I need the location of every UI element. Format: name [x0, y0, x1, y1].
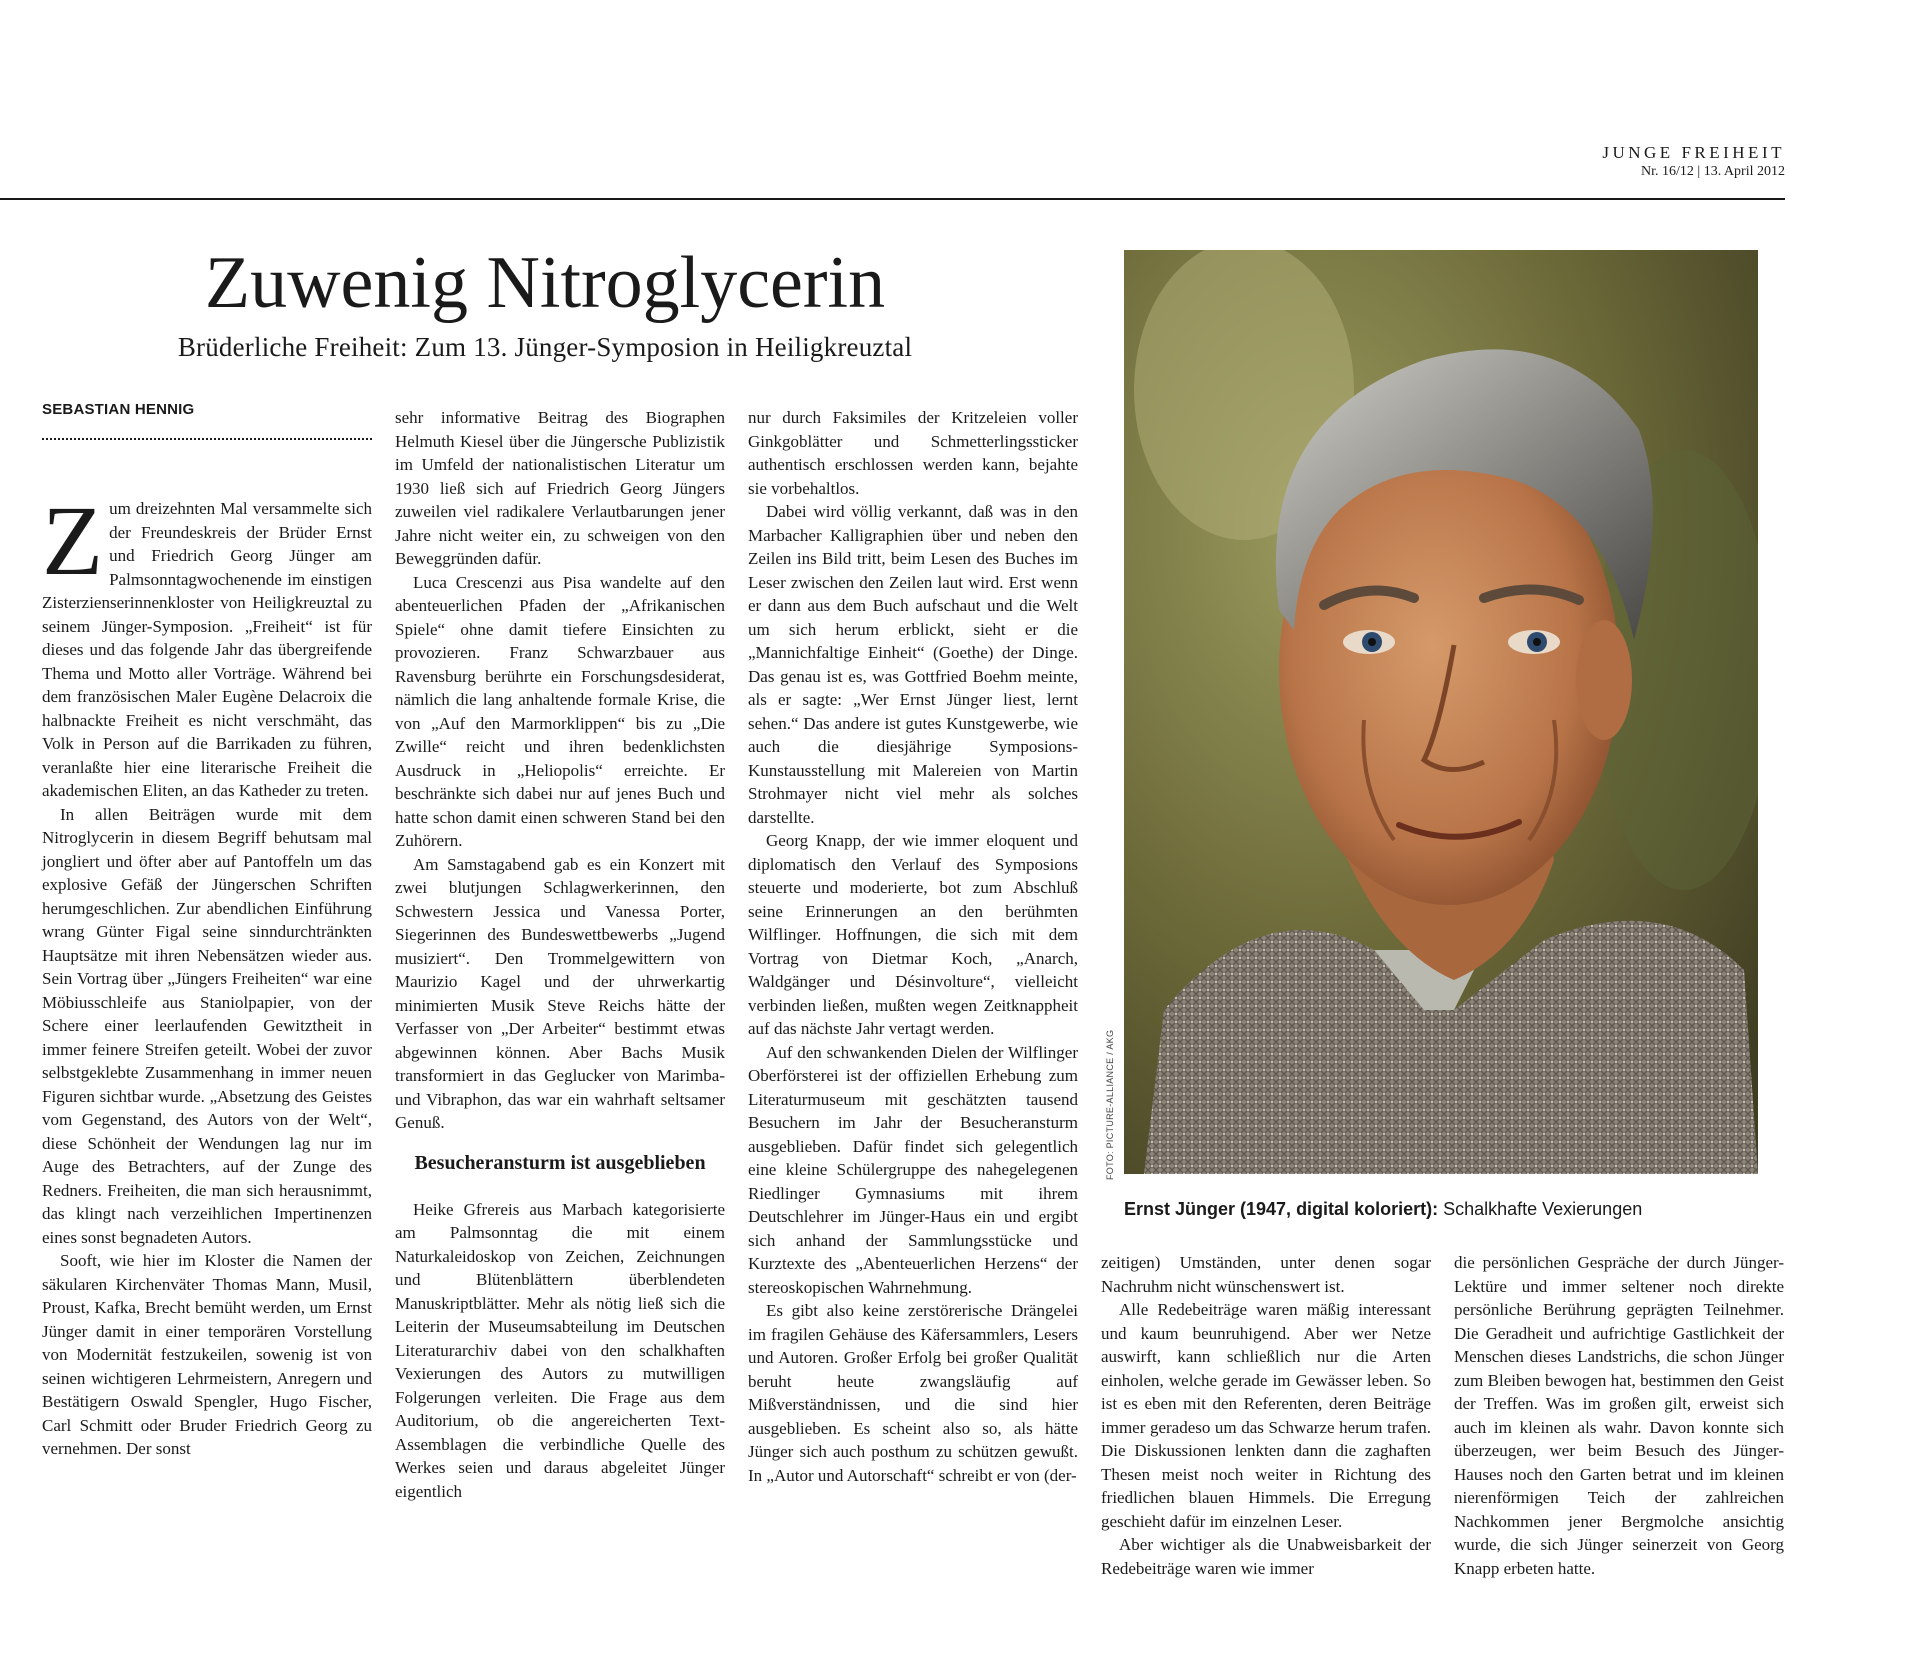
subheadline: Brüderliche Freiheit: Zum 13. Jünger-Symposion in Heiligkreuztal: [177, 332, 913, 362]
article-column-4: [1101, 1251, 1431, 1580]
issue-line: Nr. 16/12 | 13. April 2012: [1641, 164, 1785, 179]
portrait-illustration: [1124, 250, 1758, 1174]
paragraph: sehr informative Beitrag des Biographen Helmuth Kiesel über die Jüngersche Publizistik im Umfeld der nationalistischen Literatur um 1930 ließ sich auf Friedrich Georg Jüngers zuweilen viel radikalere Verlautbarungen jener Jahre nicht weiter ein, zu schweigen von den Beweggründen dafür.: [395, 408, 725, 568]
paragraph: die persönlichen Gespräche der durch Jünger-Lektüre und immer seltener noch direkte persönliche Berührung geprägten Teilnehmer. Die Geradheit und aufrichtige Gastlichkeit der Menschen dieses Landstrichs, die schon Jünger zum Bleiben bewogen hat, bestimmen den Geist der Treffen. Was im großen gilt, erweist sich auch im kleinen als wahr. Davon konnte sich überzeugen, wer beim Besuch des Jünger-Hauses noch den Garten betrat und im kleinen nierenförmigen Teich der zahlreichen Nachkommen jener Bergmolche ansichtig wurde, die sich Jünger seinerzeit von Georg Knapp erbeten hatte.: [1454, 1253, 1784, 1578]
paragraph: zeitigen) Umständen, unter denen sogar Nachruhm nicht wünschenswert ist.: [1101, 1253, 1431, 1296]
caption-bold: Ernst Jünger (1947, digital koloriert):: [1124, 1199, 1439, 1219]
paper-name: JUNGE FREIHEIT: [1602, 143, 1785, 162]
paragraph: Aber wichtiger als die Unabweisbarkeit der Redebeiträge waren wie immer: [1101, 1535, 1431, 1578]
article-column-5: [1454, 1251, 1784, 1580]
article-column-3: [748, 406, 1078, 1487]
paragraph: Es gibt also keine zerstörerische Drängelei im fragilen Gehäuse des Käfersammlers, Lesers und Autoren. Großer Erfolg bei großer Qualität beruht heute zwangsläufig auf Mißverständnissen, und die sind hier ausgeblieben. Es scheint also so, als hätte Jünger sich auch posthum zu schützen gewußt. In „Autor und Autorschaft“ schreibt er von (der-: [748, 1301, 1078, 1485]
paragraph: [42, 485, 372, 803]
article-column-2: [395, 406, 725, 1503]
photo-caption: [1124, 1197, 1642, 1221]
paragraph: nur durch Faksimiles der Kritzeleien voller Ginkgoblätter und Schmetterlingssticker authentisch erschlossen werden kann, bejahte sie vorbehaltlos.: [748, 408, 1078, 498]
paragraph: Alle Redebeiträge waren mäßig interessant und kaum beunruhigend. Aber wer Netze auswirft, kann schließlich nur die Arten einholen, welche gerade im Gewässer leben. So ist es eben mit den Referenten, deren Beiträge immer geradeso um das Schwarze herum trafen. Die Diskussionen lenkten dann die zaghaften Thesen meist noch weiter in Richtung des friedlichen blauen Himmels. Die Erregung geschieht dafür im einzelnen Leser.: [1101, 1300, 1431, 1531]
header-rule: [0, 198, 1785, 200]
paragraph: Luca Crescenzi aus Pisa wandelte auf den abenteuerlichen Pfaden der „Afrikanischen Spiele“ ohne damit tiefere Einsichten zu provozieren. Franz Schwarzbauer aus Ravensburg berührte ein Forschungsdesiderat, nämlich die lang anhaltende formale Krise, die von „Auf den Marmorklippen“ bis zu „Die Zwille“ reicht und ihren bedenklichsten Ausdruck in „Heliopolis“ erreichte. Er beschränkte sich dabei nur auf jenes Buch und hatte schon damit einen schweren Stand bei den Zuhörern.: [395, 572, 725, 850]
section-subhead: Besucheransturm ist ausgeblieben: [414, 1151, 706, 1174]
photo-credit: FOTO: PICTURE-ALLIANCE / AKG: [1105, 1029, 1115, 1180]
paragraph: Dabei wird völlig verkannt, daß was in den Marbacher Kalligraphien über und neben den Zeilen ins Bild tritt, beim Lesen des Buches im Leser zwischen den Zeilen laut wird. Erst wenn er dann aus dem Buch aufschaut und die Welt um sich herum erblickt, sieht er die „Mannichfaltige Einheit“ (Goethe) der Dinge. Das genau ist es, was Gottfried Boehm meinte, als er sagte: „Wer Ernst Jünger liest, lernt sehen.“ Das andere ist gutes Kunstgewerbe, wie auch die diesjährige Symposions-Kunstausstellung mit Malereien von Martin Strohmayer nicht viel mehr als solches darstellte.: [748, 502, 1078, 827]
author-byline: SEBASTIAN HENNIG: [42, 401, 195, 418]
portrait-photo: [1124, 250, 1758, 1174]
masthead: [1602, 143, 1785, 181]
paragraph: Am Samstagabend gab es ein Konzert mit zwei blutjungen Schlagwerkerinnen, den Schwestern Jessica und Vanessa Porter, Siegerinnen des Bundeswettbewerbs „Jugend musiziert“. Den Trommelgewittern von Maurizio Kagel und der uhrwerkartig minimierten Musik Steve Reichs hätte der Verfasser von „Der Arbeiter“ bestimmt etwas abgewinnen können. Aber Bachs Musik transformiert in das Geglucker von Marimba- und Vibraphon, das war ein wahrhaft seltsamer Genuß.: [395, 854, 725, 1132]
drop-cap: Z: [42, 485, 104, 596]
caption-text: Schalkhafte Vexierungen: [1438, 1199, 1643, 1219]
paragraph: In allen Beiträgen wurde mit dem Nitroglycerin in diesem Begriff behutsam mal jongliert und öfter aber auf Pantoffeln um das explosive Gefäß der Jüngerschen Schriften herumgeschlichen. Zur abendlichen Einführung wrang Günter Figal seine sinndurchtränkten Hauptsätze mit ihren Nebensätzen wieder aus. Sein Vortrag über „Jüngers Freiheiten“ war eine Möbiusschleife aus Staniolpapier, von der Schere einer leerlaufenden Gewitztheit in immer feinere Streifen geteilt. Wobei der zuvor selbstgeklebte Zusammenhang in immer neuen Figuren sichtbar wurde. „Absetzung des Geistes vom Gegenstand, des Autors von der Welt“, diese Schönheit der Wendungen lag nur im Auge des Betrachters, auf der Zunge des Redners. Freiheiten, die man sich herausnimmt, das klingt nach verzeihlichen Impertinenzen eines sonst begnadeten Autors.: [42, 804, 372, 1247]
paragraph: Heike Gfrereis aus Marbach kategorisierte am Palmsonntag die mit einem Naturkaleidoskop von Zeichen, Zeichnungen und Blütenblättern überblendeten Manuskriptblätter. Mehr als nötig ließ sich die Leiterin der Museumsabteilung im Deutschen Literaturarchiv dabei von den schalkhaften Vexierungen des Autors zu mutwilligen Folgerungen verleiten. Die Frage aus dem Auditorium, ob die angereicherten Text-Assemblagen die verbindliche Quelle des Werkes seien und daraus abgeleitet Jünger eigentlich: [395, 1199, 725, 1501]
paragraph: Georg Knapp, der wie immer eloquent und diplomatisch den Verlauf des Symposions steuerte und moderierte, bot zum Abschluß seine Erinnerungen an den berühmten Wilflinger. Hoffnungen, die sich mit dem Vortrag von Dietmar Koch, „Anarch, Waldgänger und Désinvolture“, vielleicht verbinden ließen, mußten wegen Zeitknappheit auf das nächste Jahr vertagt werden.: [748, 831, 1078, 1038]
author-rule: [42, 438, 372, 440]
paragraph-text: um dreizehnten Mal versammelte sich der Freundeskreis der Brüder Ernst und Friedrich Georg Jünger am Palmsonntagwochenende im einstigen Zisterzienserinnenkloster von Heiligkreuztal zu seinem Jünger-Symposion. „Freiheit“ ist für dieses und das folgende Jahr das übergreifende Thema und Motto aller Vorträge. Während bei dem französischen Maler Eugène Delacroix die halbnackte Freiheit es nicht verschmäht, das Volk in Person auf die Barrikaden zu führen, veranlaßte hier eine literarische Freiheit die akademischen Eliten, an das Katheder zu treten.: [42, 499, 372, 800]
article-column-1: [42, 485, 372, 1461]
headline: Zuwenig Nitroglycerin: [204, 242, 886, 324]
paragraph: Auf den schwankenden Dielen der Wilflinger Oberförsterei ist der offiziellen Erhebung zum Literaturmuseum mit geschätzten tausend Besuchern im Jahr der Besucheransturm ausgeblieben. Dafür findet sich gelegentlich eine kleine Schülergruppe des nahegelegenen Riedlinger Gymnasiums mit ihrem Deutschlehrer im Jünger-Haus ein und ergibt sich anhand der Sammlungsstücke und Kurztexte des „Abenteuerlichen Herzens“ der stereoskopischen Wahrnehmung.: [748, 1042, 1078, 1297]
paragraph: Sooft, wie hier im Kloster die Namen der säkularen Kirchenväter Thomas Mann, Musil, Proust, Kafka, Brecht bemüht werden, um Ernst Jünger damit in einer temporären Vorstellung von Modernität festzukeilen, sowenig ist von seinen wichtigeren Lehrmeistern, Anregern und Bestätigern Oswald Spengler, Hugo Fischer, Carl Schmitt oder Bruder Friedrich Georg zu vernehmen. Der sonst: [42, 1251, 372, 1458]
